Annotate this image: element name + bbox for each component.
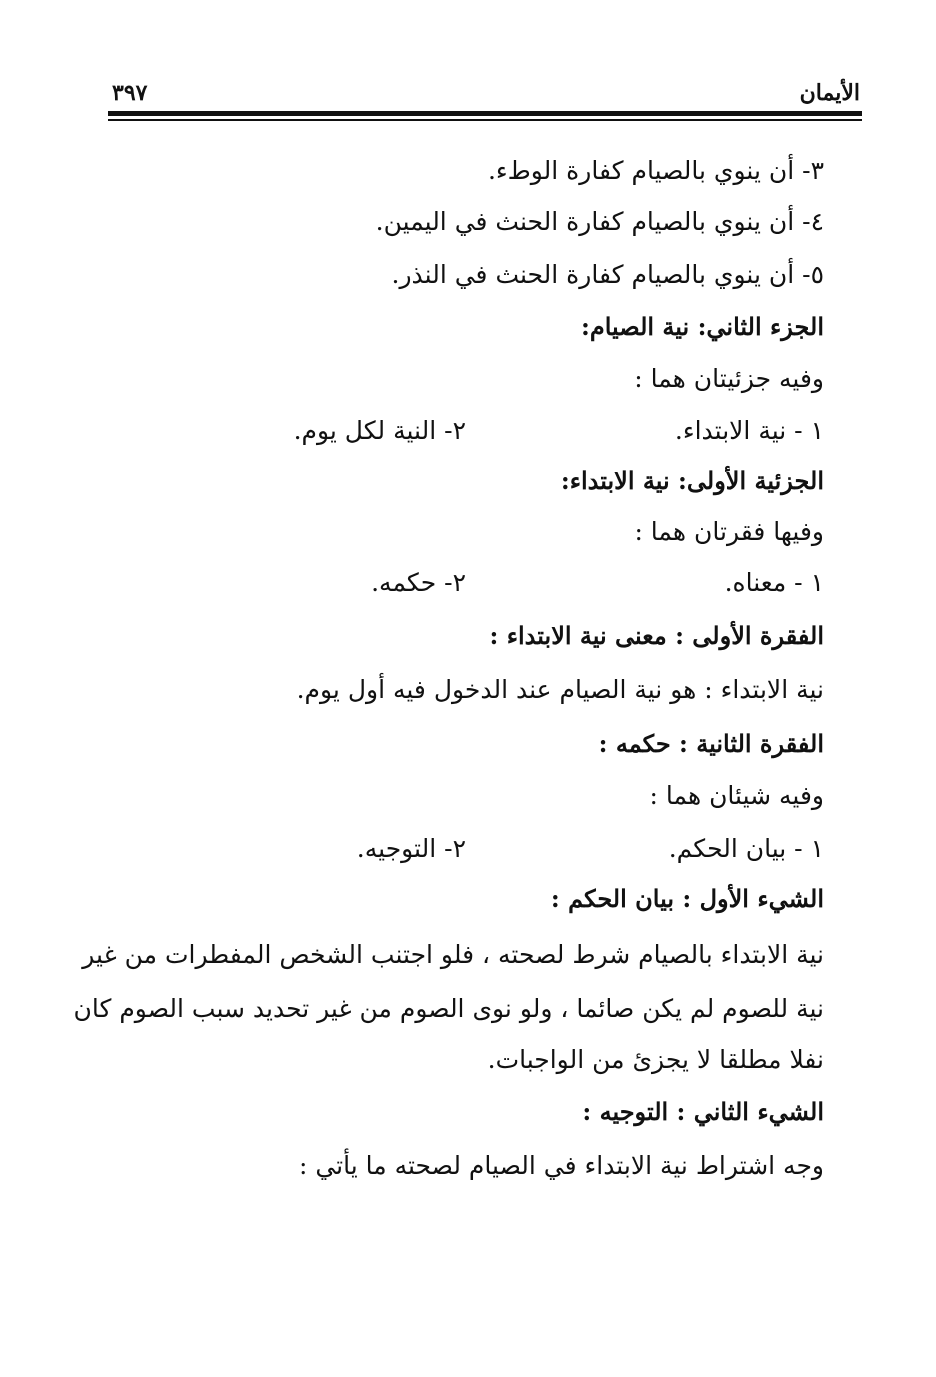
list-item-4: ٤- أن ينوي بالصيام كفارة الحنث في اليمين.: [375, 207, 824, 236]
page-number: ٣٩٧: [112, 80, 148, 106]
list-item-3: ٣- أن ينوي بالصيام كفارة الوطء.: [487, 156, 824, 185]
list-item: ٢- التوجيه.: [356, 834, 466, 863]
paragraph: وجه اشتراط نية الابتداء في الصيام لصحته ما يأتي :: [298, 1151, 824, 1180]
subsection-heading: الجزئية الأولى: نية الابتداء:: [560, 466, 824, 495]
running-header-title: الأيمان: [799, 80, 860, 106]
list-item: ٢- حكمه.: [371, 568, 466, 597]
list-item: ٢- النية لكل يوم.: [293, 416, 466, 445]
header-rule-thin: [108, 119, 862, 121]
section-heading: الجزء الثاني: نية الصيام:: [581, 312, 824, 341]
paragraph: وفيه جزئيتان هما :: [634, 364, 824, 393]
paragraph: وفيه شيئان هما :: [649, 781, 824, 810]
paragraph-line: نية للصوم لم يكن صائما ، ولو نوى الصوم من غير تحديد سبب الصوم كان: [73, 994, 824, 1023]
list-item: ١ - نية الابتداء.: [674, 416, 824, 445]
list-item-5: ٥- أن ينوي بالصيام كفارة الحنث في النذر.: [391, 260, 824, 289]
paragraph-line: نية الابتداء بالصيام شرط لصحته ، فلو اجتنب الشخص المفطرات من غير: [82, 940, 824, 969]
paragraph: وفيها فقرتان هما :: [634, 517, 824, 546]
paragraph-heading: الفقرة الثانية : حكمه :: [598, 729, 824, 758]
paragraph-heading: الشيء الثاني : التوجيه :: [582, 1097, 824, 1126]
paragraph-heading: الفقرة الأولى : معنى نية الابتداء :: [489, 621, 824, 650]
list-item: ١ - بيان الحكم.: [668, 834, 824, 863]
header-rule-thick: [108, 111, 862, 116]
list-item: ١ - معناه.: [724, 568, 824, 597]
paragraph-heading: الشيء الأول : بيان الحكم :: [550, 884, 824, 913]
paragraph-line: نفلا مطلقا لا يجزئ من الواجبات.: [487, 1045, 824, 1074]
paragraph: نية الابتداء : هو نية الصيام عند الدخول فيه أول يوم.: [296, 675, 824, 704]
